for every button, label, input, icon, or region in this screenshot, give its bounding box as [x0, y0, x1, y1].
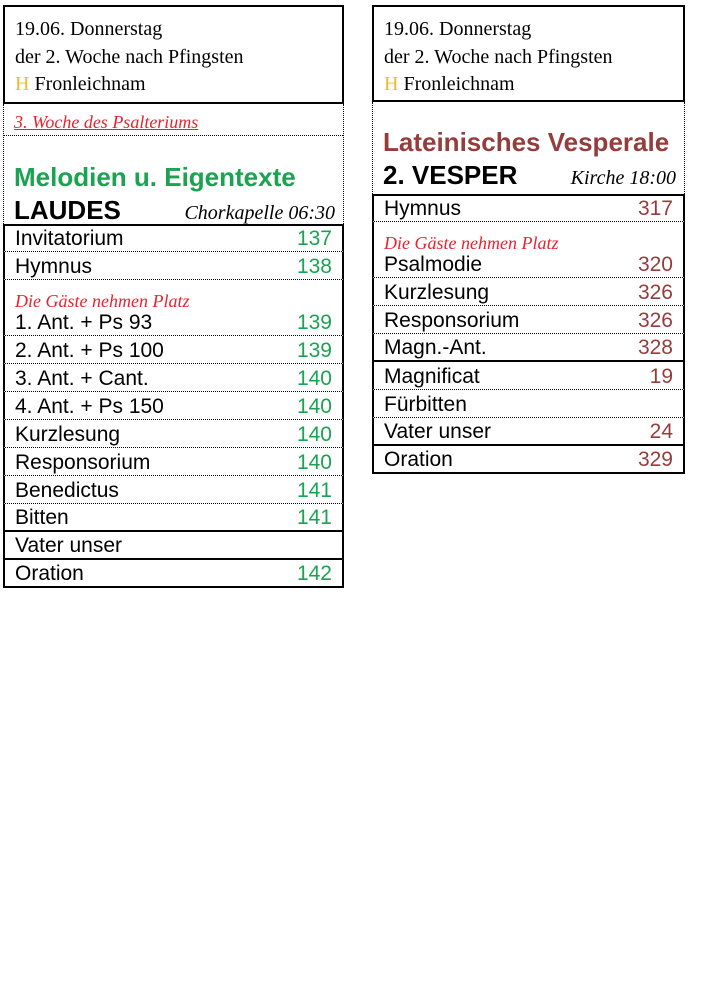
item-page: 19: [649, 365, 673, 388]
day-header: [3, 5, 344, 104]
feast-rank-letter: H: [384, 73, 399, 95]
list-item: [372, 306, 685, 334]
place-time: Kirche 18:00: [570, 167, 676, 189]
item-page: 140: [296, 451, 332, 474]
feast-rank-letter: H: [15, 73, 30, 95]
item-label: Oration: [384, 448, 453, 471]
item-label: Responsorium: [15, 451, 151, 474]
list-item: [3, 532, 344, 560]
item-page: 140: [296, 395, 332, 418]
item-page: 140: [296, 367, 332, 390]
list-item: [372, 334, 685, 362]
dotted-divider: [4, 135, 343, 136]
guest-note: Die Gäste nehmen Platz: [384, 233, 559, 253]
list-item: [3, 364, 344, 392]
item-page: 141: [296, 479, 332, 502]
item-page: 137: [296, 227, 332, 250]
item-page: 328: [637, 336, 673, 359]
item-label: Hymnus: [15, 255, 93, 278]
list-item: [3, 560, 344, 588]
list-item: [3, 336, 344, 364]
item-page: 140: [296, 423, 332, 446]
laudes-schedule: [3, 5, 344, 588]
book-title: Melodien u. Eigentexte: [14, 162, 296, 192]
item-label: Fürbitten: [384, 393, 467, 416]
feast-line: [384, 71, 683, 99]
item-label: 2. Ant. + Ps 100: [15, 339, 164, 362]
hour-intro: [372, 102, 685, 194]
item-label: Responsorium: [384, 309, 520, 332]
list-item: [372, 194, 685, 222]
item-page: 141: [296, 506, 332, 529]
item-label: Invitatorium: [15, 227, 124, 250]
list-item: [3, 224, 344, 252]
hour-name: 2. VESPER: [383, 160, 518, 190]
item-page: 326: [637, 309, 673, 332]
hour-name: LAUDES: [14, 195, 121, 225]
list-item: [3, 476, 344, 504]
list-item: [3, 420, 344, 448]
vesper-schedule: [372, 5, 685, 474]
hour-line: [383, 160, 676, 191]
item-label: Vater unser: [384, 420, 491, 443]
item-label: Vater unser: [15, 534, 122, 557]
item-label: Bitten: [15, 506, 69, 529]
date-line: 19.06. Donnerstag: [384, 18, 532, 40]
item-label: Magnificat: [384, 365, 480, 388]
item-page: 139: [296, 339, 332, 362]
item-label: Kurzlesung: [384, 281, 490, 304]
list-item: [3, 280, 344, 336]
item-page: 317: [637, 197, 673, 220]
place-time: Chorkapelle 06:30: [184, 202, 335, 224]
feast-line: [15, 71, 342, 99]
item-label: 4. Ant. + Ps 150: [15, 395, 164, 418]
week-line: der 2. Woche nach Pfingsten: [384, 45, 613, 68]
guest-note: Die Gäste nehmen Platz: [15, 291, 190, 311]
item-page: 320: [637, 253, 673, 276]
item-label: Psalmodie: [384, 253, 483, 276]
item-page: 24: [649, 420, 673, 443]
hour-line: [14, 195, 335, 226]
book-title: Lateinisches Vesperale: [383, 127, 670, 157]
item-label: Hymnus: [384, 197, 462, 220]
week-line: der 2. Woche nach Pfingsten: [15, 45, 244, 68]
list-item: [3, 504, 344, 532]
day-header: [372, 5, 685, 102]
item-label: Benedictus: [15, 479, 119, 502]
item-label: Oration: [15, 562, 84, 585]
item-page: 139: [296, 311, 332, 334]
list-item: [372, 390, 685, 418]
list-item: [372, 222, 685, 278]
feast-name: Fronleichnam: [34, 73, 146, 95]
item-label: Magn.-Ant.: [384, 336, 487, 359]
item-label: Kurzlesung: [15, 423, 121, 446]
list-item: [372, 362, 685, 390]
item-label: 1. Ant. + Ps 93: [15, 311, 153, 334]
list-item: [372, 278, 685, 306]
list-item: [3, 448, 344, 476]
hour-intro: [3, 104, 344, 224]
list-item: [372, 418, 685, 446]
item-label: 3. Ant. + Cant.: [15, 367, 149, 390]
feast-name: Fronleichnam: [403, 73, 515, 95]
item-page: 326: [637, 281, 673, 304]
list-item: [372, 446, 685, 474]
list-item: [3, 392, 344, 420]
psalter-week: 3. Woche des Psalteriums: [14, 112, 199, 132]
list-item: [3, 252, 344, 280]
date-line: 19.06. Donnerstag: [15, 18, 163, 40]
item-page: 138: [296, 255, 332, 278]
item-page: 142: [296, 562, 332, 585]
item-page: 329: [637, 448, 673, 471]
